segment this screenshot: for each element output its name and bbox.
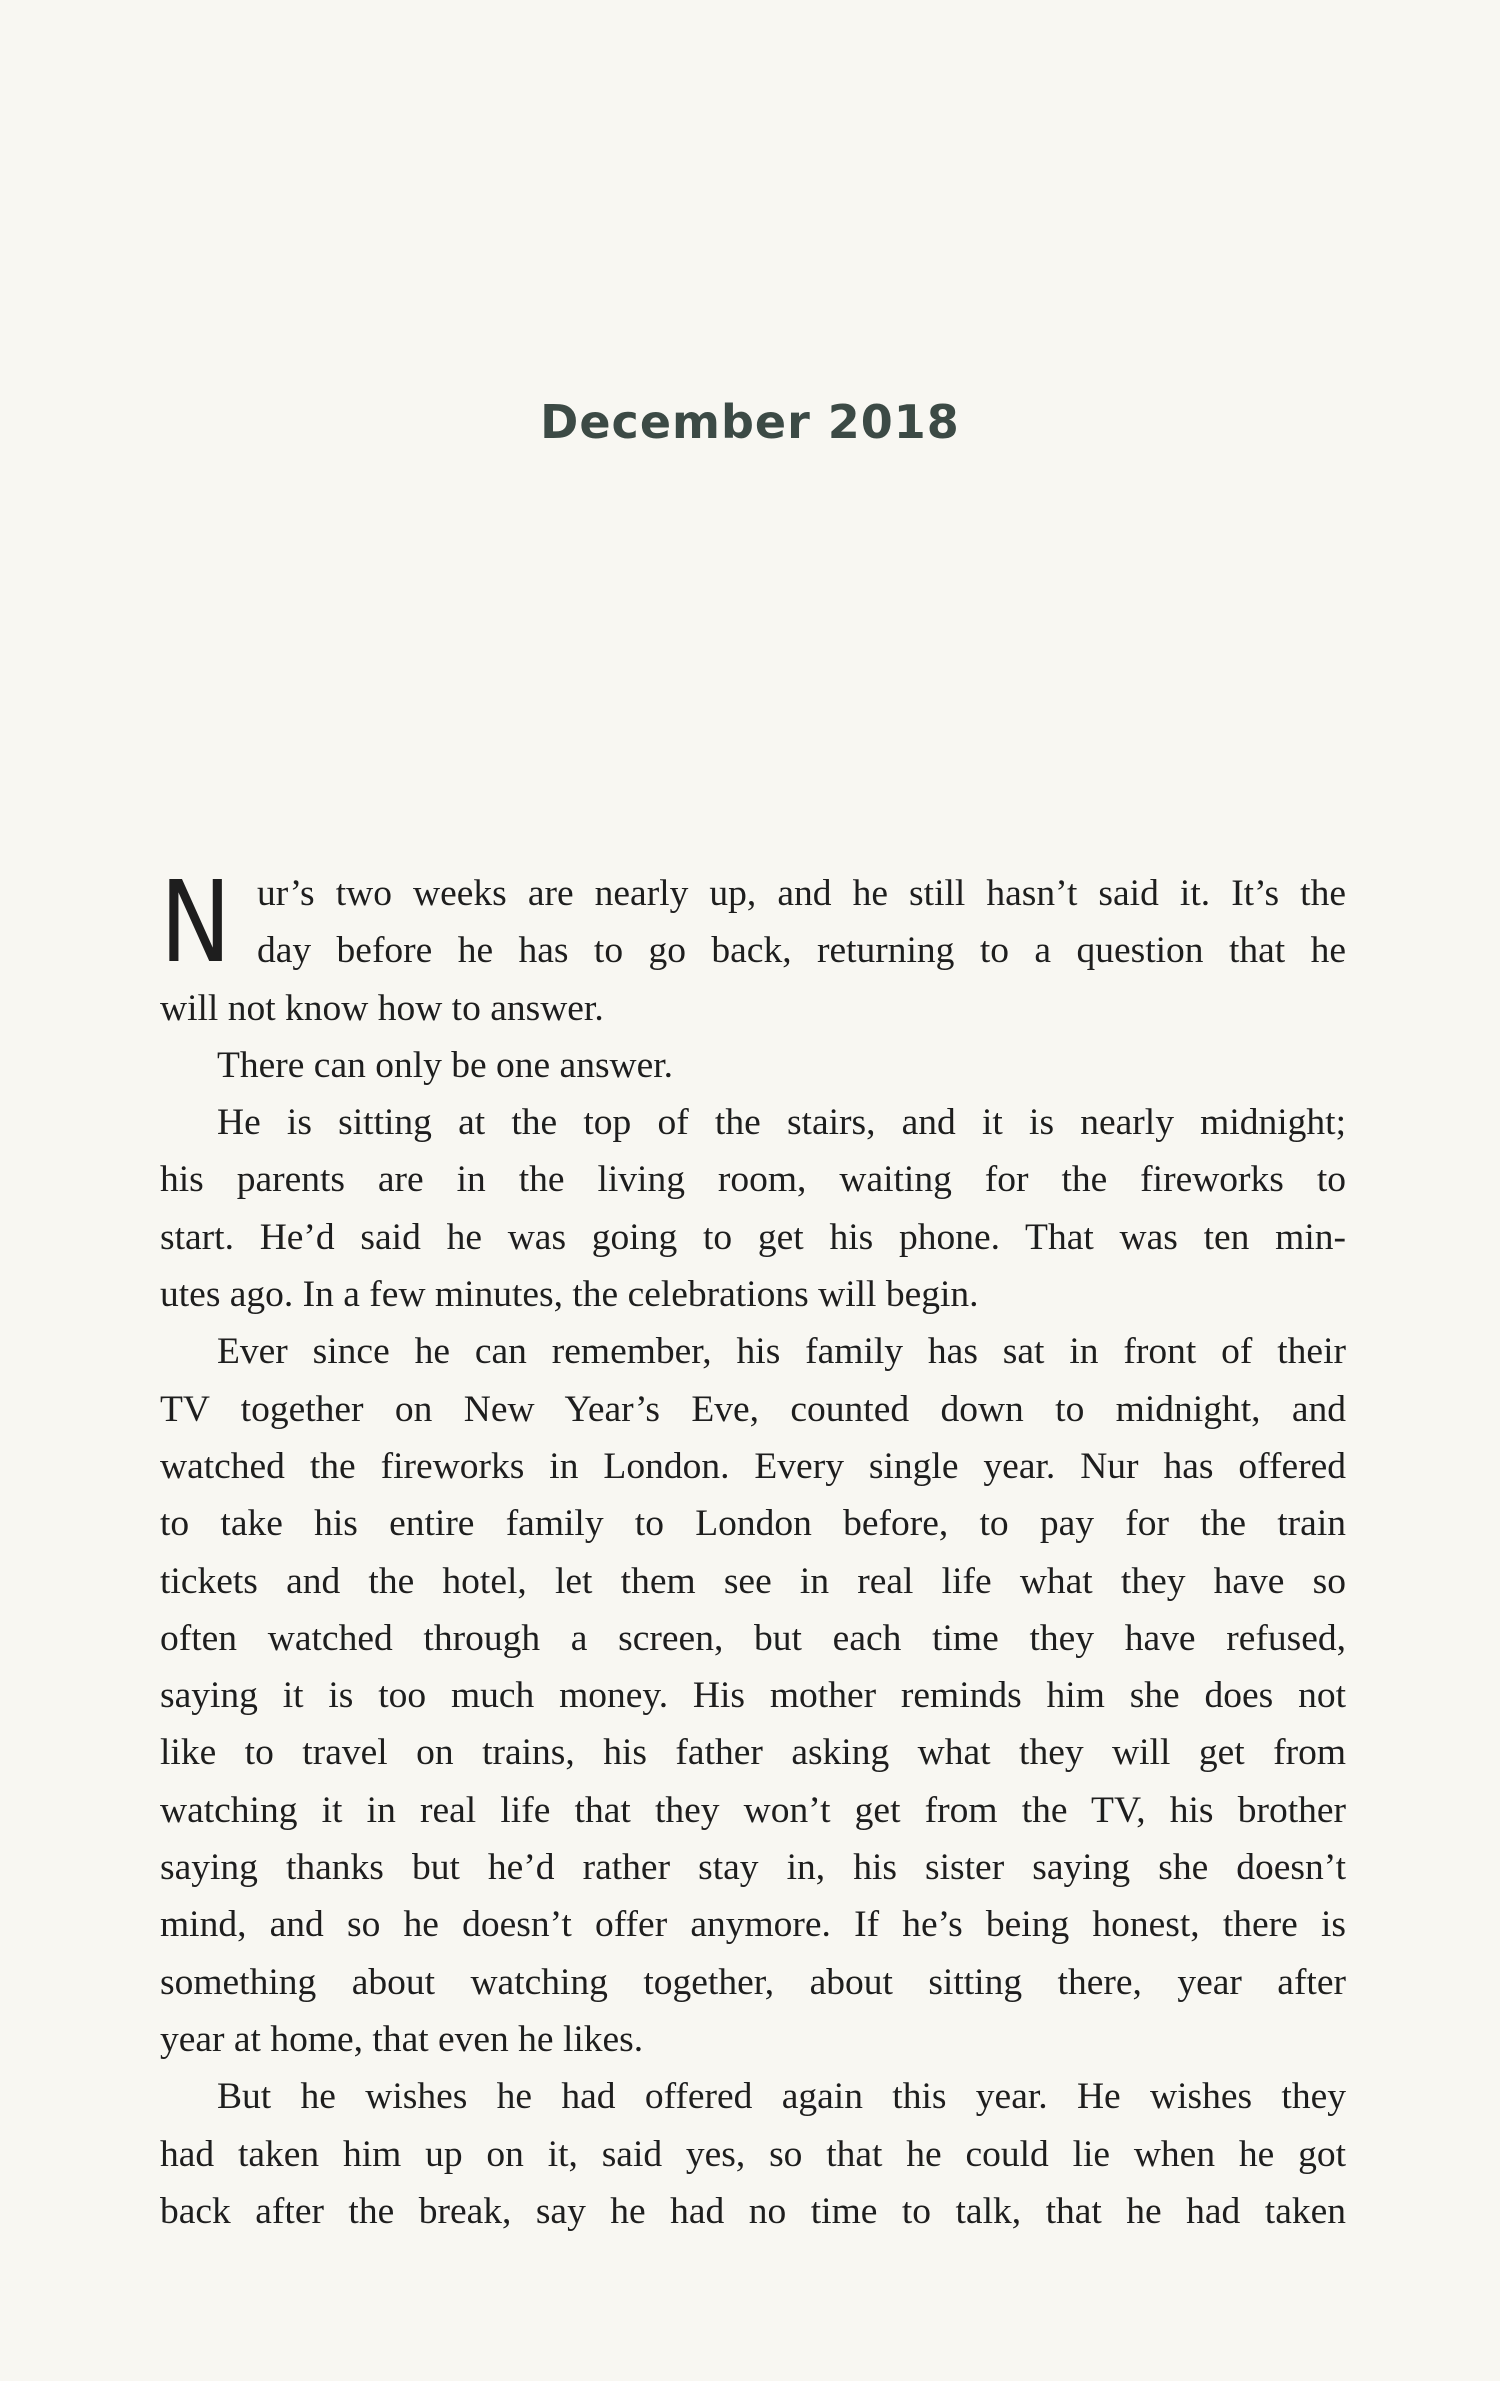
- text-line: start. He’d said he was going to get his phone. That was ten min-: [160, 1216, 1346, 1258]
- text-line: had taken him up on it, said yes, so that he could lie when he got: [160, 2133, 1346, 2175]
- text-line: There can only be one answer.: [217, 1044, 674, 1086]
- text-line: mind, and so he doesn’t offer anymore. If he’s being honest, there is: [160, 1904, 1346, 1946]
- text-line: saying it is too much money. His mother reminds him she does not: [160, 1675, 1346, 1717]
- text-line: He is sitting at the top of the stairs, and it is nearly midnight;: [217, 1102, 1346, 1144]
- chapter-title: December 2018: [540, 395, 960, 449]
- text-line: saying thanks but he’d rather stay in, his sister saying she doesn’t: [160, 1847, 1346, 1889]
- text-line: watched the fireworks in London. Every single year. Nur has offered: [160, 1445, 1346, 1487]
- text-line: ur’s two weeks are nearly up, and he still hasn’t said it. It’s the: [257, 873, 1346, 914]
- text-line: tickets and the hotel, let them see in real life what they have so: [160, 1560, 1346, 1602]
- text-line: his parents are in the living room, waiting for the fireworks to: [160, 1159, 1346, 1201]
- text-line: like to travel on trains, his father asking what they will get from: [160, 1732, 1346, 1774]
- body-text: [160, 858, 1346, 2240]
- text-line: year at home, that even he likes.: [160, 2018, 644, 2060]
- text-line: utes ago. In a few minutes, the celebrations will begin.: [160, 1274, 979, 1316]
- text-line: will not know how to answer.: [160, 987, 604, 1029]
- text-line: day before he has to go back, returning to a question that he: [257, 930, 1346, 972]
- text-line: back after the break, say he had no time to talk, that he had taken: [160, 2190, 1346, 2232]
- text-line: Ever since he can remember, his family has sat in front of their: [217, 1331, 1346, 1373]
- text-line: to take his entire family to London before, to pay for the train: [160, 1503, 1346, 1545]
- text-line: watching it in real life that they won’t get from the TV, his brother: [160, 1789, 1346, 1831]
- text-line: often watched through a screen, but each time they have refused,: [160, 1617, 1346, 1659]
- drop-cap: N: [160, 858, 232, 988]
- text-line: TV together on New Year’s Eve, counted down to midnight, and: [160, 1388, 1346, 1430]
- text-line: But he wishes he had offered again this year. He wishes they: [217, 2076, 1346, 2118]
- opening-paragraph: [160, 858, 1346, 1037]
- text-line: something about watching together, about sitting there, year after: [160, 1961, 1346, 2003]
